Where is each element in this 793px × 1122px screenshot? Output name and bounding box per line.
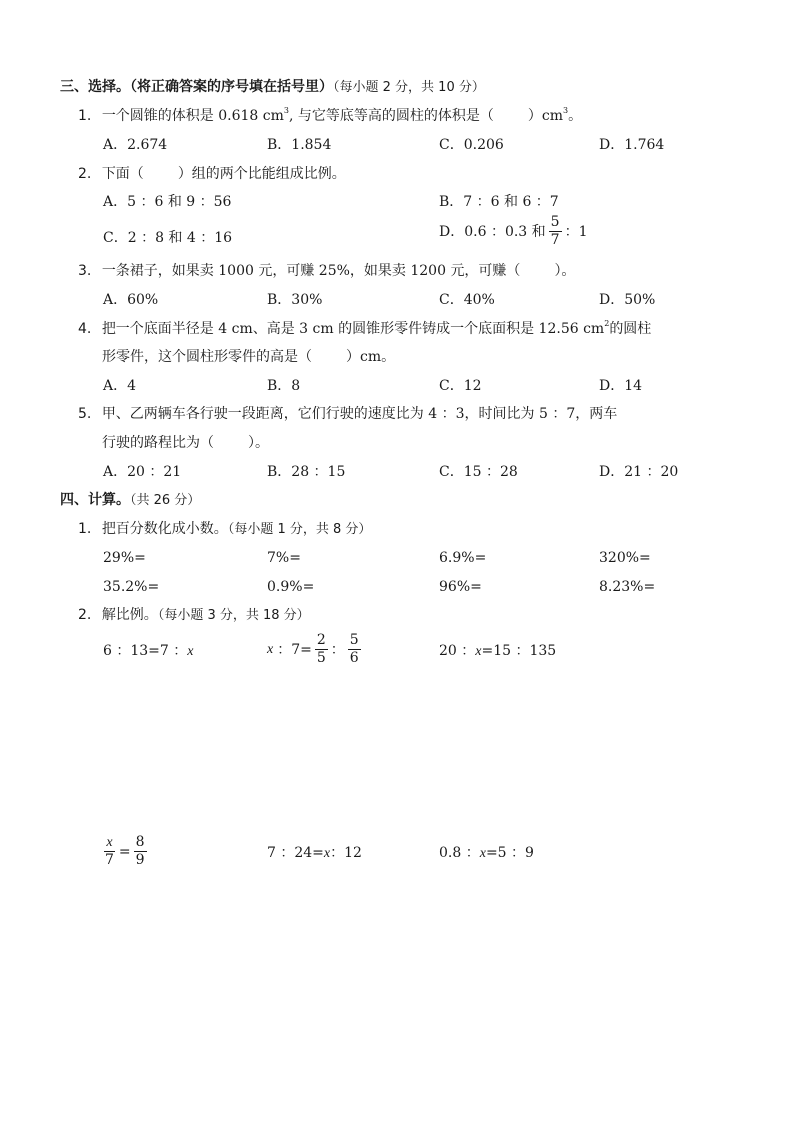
proportion-2[interactable]: x ：7= $\frac{2}{5}$ ： $\frac{5}{6}$ (267, 632, 359, 666)
question-text: 一条裙子，如果卖 1000 元，可赚 25%，如果卖 1200 元，可赚（ ）。 (101, 263, 576, 279)
percent-item[interactable]: 6.9%= (439, 550, 487, 566)
proportion-6[interactable]: 0.8 ：x=5 ：9 (439, 845, 534, 861)
score-note: （每小题 3 分，共 18 分） (157, 608, 310, 623)
calc-question-2 (78, 605, 310, 626)
option-b[interactable]: B．7 ：6 和 6 ：7 (439, 194, 559, 210)
question-text-line2: 行驶的路程比为（ ）。 (102, 435, 269, 451)
proportion-3[interactable]: 20 ：x=15 ：135 (439, 643, 557, 659)
question-number: 5. (78, 406, 92, 422)
question-1 (78, 106, 582, 126)
section3-title: 三、选择。（将正确答案的序号填在括号里） (60, 79, 333, 95)
option-b[interactable]: B．8 (267, 378, 301, 394)
question-number: 3. (78, 263, 92, 279)
option-d[interactable]: D．21 ：20 (599, 464, 679, 480)
fraction: $\frac{x}{7}$ (105, 835, 114, 868)
percent-item[interactable]: 320%= (599, 550, 651, 566)
question-3 (78, 261, 575, 281)
question-text-line1: 甲、乙两辆车各行驶一段距离，它们行驶的速度比为 4 ：3，时间比为 5 ：7，两车 (101, 406, 618, 422)
question-5 (78, 404, 617, 424)
option-c[interactable]: C．0.206 (439, 137, 504, 153)
question-number: 4. (78, 321, 92, 337)
question-number: 2. (78, 607, 92, 623)
option-b[interactable]: B．28 ：15 (267, 464, 346, 480)
proportion-5[interactable]: 7 ：24=x：12 (267, 845, 362, 861)
percent-item[interactable]: 7%= (267, 550, 301, 566)
question-number: 1. (78, 108, 92, 124)
fraction: $\frac{8}{9}$ (135, 834, 145, 868)
option-a[interactable]: A．20 ：21 (103, 464, 182, 480)
option-b[interactable]: B．30% (267, 292, 323, 308)
question-text-line2: 形零件，这个圆柱形零件的高是（ ）cm。 (102, 349, 396, 365)
section4-title: 四、计算。 (60, 492, 130, 508)
fraction: $\frac{2}{5}$ (316, 632, 326, 666)
percent-item[interactable]: 35.2%= (103, 579, 160, 595)
option-d[interactable]: D．14 (599, 378, 643, 394)
question-2 (78, 164, 346, 184)
section3-heading (60, 77, 485, 98)
section4-score-note: （共 26 分） (130, 493, 201, 508)
question-text: 一个圆锥的体积是 0.618 $cm^3$, 与它等底等高的圆柱的体积是（ ）$cm^3$。 (101, 106, 583, 124)
option-a[interactable]: A．5 ：6 和 9 ：56 (103, 194, 232, 210)
question-text-line1: 把一个底面半径是 4 cm、高是 3 cm 的圆锥形零件铸成一个底面积是 12.56 $cm^2$的圆柱 (101, 319, 652, 337)
percent-item[interactable]: 8.23%= (599, 579, 656, 595)
score-note: （每小题 1 分，共 8 分） (227, 522, 372, 537)
question-number: 1. (78, 521, 92, 537)
option-d[interactable]: D．1.764 (599, 137, 665, 153)
option-c[interactable]: C．40% (439, 292, 495, 308)
option-a[interactable]: A．4 (103, 378, 137, 394)
section4-heading (60, 490, 200, 511)
question-text: 解比例。 (101, 607, 158, 623)
option-d[interactable]: D．0.6 ：0.3 和 $\frac{5}{7}$ ：1 (439, 214, 588, 248)
question-text: 下面（ ）组的两个比能组成比例。 (101, 166, 346, 182)
option-b[interactable]: B．1.854 (267, 137, 332, 153)
question-number: 2. (78, 166, 92, 182)
option-c[interactable]: C．15 ：28 (439, 464, 518, 480)
option-a[interactable]: A．60% (103, 292, 159, 308)
option-c[interactable]: C．2 ：8 和 4 ：16 (103, 230, 233, 246)
proportion-4[interactable]: $\frac{x}{7}$ = $\frac{8}{9}$ (105, 834, 145, 868)
question-text: 把百分数化成小数。 (101, 521, 228, 537)
question-4 (78, 319, 651, 339)
section3-score-note: （每小题 2 分，共 10 分） (333, 80, 485, 95)
proportion-1[interactable]: 6 ：13=7 ：x (103, 643, 194, 659)
option-a[interactable]: A．2.674 (103, 137, 168, 153)
option-c[interactable]: C．12 (439, 378, 482, 394)
percent-item[interactable]: 0.9%= (267, 579, 315, 595)
option-d[interactable]: D．50% (599, 292, 656, 308)
fraction: $\frac{5}{6}$ (349, 632, 359, 666)
percent-item[interactable]: 29%= (103, 550, 146, 566)
fraction: $\frac{5}{7}$ (550, 214, 560, 248)
percent-item[interactable]: 96%= (439, 579, 482, 595)
calc-question-1 (78, 519, 371, 540)
